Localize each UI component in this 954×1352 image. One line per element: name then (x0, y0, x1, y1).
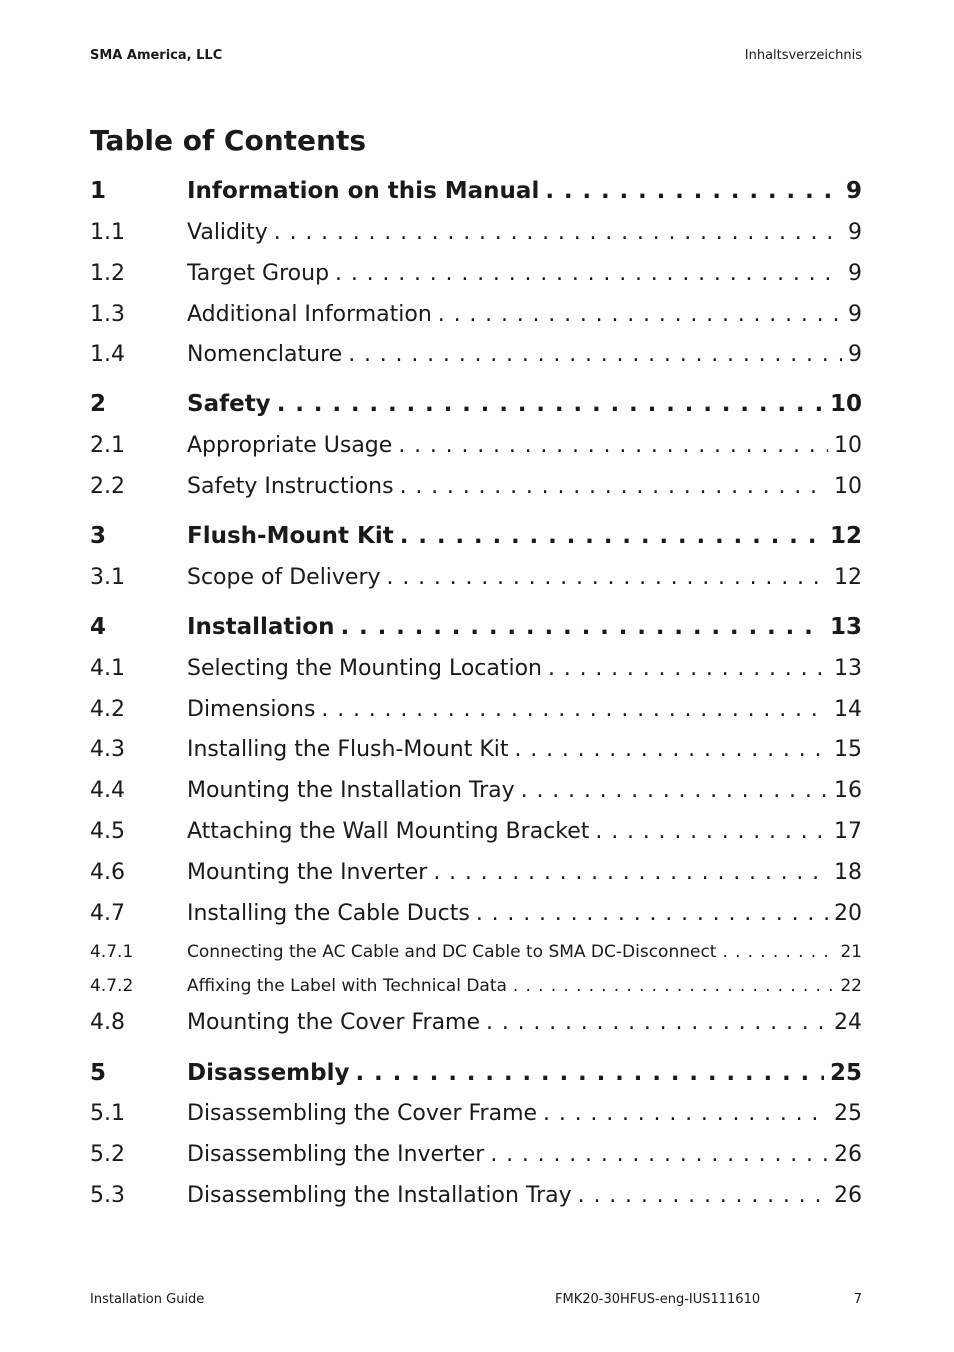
toc-entry[interactable] (90, 523, 862, 557)
entry-title: Nomenclature (187, 342, 343, 367)
entry-title: Mounting the Cover Frame (187, 1010, 481, 1035)
entry-number: 5.1 (90, 1101, 125, 1126)
toc-entry[interactable] (90, 391, 862, 425)
entry-title: Appropriate Usage (187, 433, 393, 458)
entry-page: 13 (829, 614, 862, 640)
entry-page: 24 (834, 1010, 862, 1035)
entry-page: 9 (848, 220, 862, 245)
dot-leader (398, 433, 828, 458)
entry-page: 25 (834, 1101, 862, 1126)
entry-title: Mounting the Installation Tray (187, 778, 515, 803)
toc-entry[interactable] (90, 178, 862, 212)
entry-title: Installing the Flush-Mount Kit (187, 737, 509, 762)
entry-title: Attaching the Wall Mounting Bracket (187, 819, 590, 844)
entry-number: 4.1 (90, 656, 125, 681)
toc-title: Table of Contents (90, 124, 367, 157)
entry-title: Selecting the Mounting Location (187, 656, 542, 681)
entry-title: Dimensions (187, 697, 316, 722)
entry-page: 10 (829, 391, 862, 417)
entry-number: 5.2 (90, 1142, 125, 1167)
dot-leader (490, 1142, 828, 1167)
entry-number: 4.2 (90, 697, 125, 722)
entry-number: 1.3 (90, 302, 125, 327)
entry-title: Affixing the Label with Technical Data (187, 976, 507, 996)
dot-leader (277, 391, 824, 417)
entry-title: Mounting the Inverter (187, 860, 428, 885)
entry-page: 25 (829, 1060, 862, 1086)
entry-title: Additional Information (187, 302, 432, 327)
entry-page: 10 (834, 433, 862, 458)
entry-number: 1 (90, 178, 107, 204)
entry-page: 12 (834, 565, 862, 590)
entry-title: Disassembly (187, 1060, 350, 1086)
entry-number: 2 (90, 391, 107, 417)
toc-entry[interactable] (90, 433, 862, 467)
page-number: 7 (853, 1292, 862, 1307)
dot-leader (722, 942, 834, 962)
entry-number: 2.2 (90, 474, 125, 499)
toc-entry[interactable] (90, 565, 862, 599)
entry-number: 2.1 (90, 433, 125, 458)
entry-title: Disassembling the Inverter (187, 1142, 485, 1167)
toc-entry[interactable] (90, 778, 862, 812)
entry-number: 1.4 (90, 342, 125, 367)
entry-number: 1.2 (90, 261, 125, 286)
dot-leader (274, 220, 842, 245)
toc-entry[interactable] (90, 737, 862, 771)
toc-entry[interactable] (90, 1183, 862, 1217)
entry-page: 9 (848, 302, 862, 327)
dot-leader (321, 697, 828, 722)
entry-title: Safety (187, 391, 271, 417)
entry-page: 9 (848, 342, 862, 367)
entry-title: Disassembling the Cover Frame (187, 1101, 538, 1126)
entry-number: 4.6 (90, 860, 125, 885)
dot-leader (521, 778, 828, 803)
entry-title: Target Group (187, 261, 330, 286)
toc-entry[interactable] (90, 220, 862, 254)
dot-leader (400, 523, 824, 549)
dot-leader (355, 1060, 824, 1086)
entry-number: 1.1 (90, 220, 125, 245)
entry-page: 26 (834, 1142, 862, 1167)
dot-leader (438, 302, 842, 327)
entry-number: 4.7.1 (90, 942, 134, 962)
entry-page: 22 (840, 976, 862, 996)
dot-leader (578, 1183, 828, 1208)
entry-title: Validity (187, 220, 268, 245)
dot-leader (476, 901, 828, 926)
entry-page: 14 (834, 697, 862, 722)
dot-leader (486, 1010, 828, 1035)
toc-entry[interactable] (90, 860, 862, 894)
entry-number: 4.5 (90, 819, 125, 844)
dot-leader (515, 737, 828, 762)
entry-title: Scope of Delivery (187, 565, 381, 590)
toc-entry[interactable] (90, 697, 862, 731)
dot-leader (513, 976, 834, 996)
dot-leader (340, 614, 824, 640)
toc-entry[interactable] (90, 1010, 862, 1044)
entry-page: 9 (848, 261, 862, 286)
entry-page: 21 (840, 942, 862, 962)
dot-leader (433, 860, 828, 885)
entry-number: 3.1 (90, 565, 125, 590)
entry-page: 13 (834, 656, 862, 681)
toc-entry[interactable] (90, 342, 862, 376)
entry-page: 18 (834, 860, 862, 885)
entry-page: 9 (845, 178, 862, 204)
entry-title: Installation (187, 614, 335, 640)
toc-entry[interactable] (90, 976, 862, 1002)
entry-number: 5.3 (90, 1183, 125, 1208)
dot-leader (545, 178, 840, 204)
entry-number: 4.8 (90, 1010, 125, 1035)
toc-entry[interactable] (90, 474, 862, 508)
toc-entry[interactable] (90, 302, 862, 336)
entry-number: 3 (90, 523, 107, 549)
toc-entry[interactable] (90, 1101, 862, 1135)
entry-page: 10 (834, 474, 862, 499)
toc-entry[interactable] (90, 614, 862, 648)
dot-leader (387, 565, 828, 590)
dot-leader (548, 656, 828, 681)
section-name: Inhaltsverzeichnis (744, 48, 862, 63)
dot-leader (595, 819, 828, 844)
toc-entry[interactable] (90, 942, 862, 968)
company-name: SMA America, LLC (90, 48, 223, 63)
entry-number: 4.7 (90, 901, 125, 926)
toc-entry[interactable] (90, 656, 862, 690)
toc-entry[interactable] (90, 819, 862, 853)
document-type: Installation Guide (90, 1292, 205, 1307)
entry-number: 4 (90, 614, 107, 640)
dot-leader (400, 474, 828, 499)
entry-title: Connecting the AC Cable and DC Cable to SMA DC-Disconnect (187, 942, 717, 962)
entry-title: Safety Instructions (187, 474, 394, 499)
dot-leader (543, 1101, 828, 1126)
dot-leader (348, 342, 842, 367)
entry-page: 12 (829, 523, 862, 549)
entry-page: 26 (834, 1183, 862, 1208)
page-header (90, 48, 862, 68)
entry-number: 4.7.2 (90, 976, 134, 996)
entry-page: 17 (834, 819, 862, 844)
entry-title: Information on this Manual (187, 178, 540, 204)
entry-page: 20 (834, 901, 862, 926)
document-id: FMK20-30HFUS-eng-IUS111610 (555, 1292, 761, 1307)
entry-title: Disassembling the Installation Tray (187, 1183, 572, 1208)
dot-leader (335, 261, 842, 286)
entry-page: 16 (834, 778, 862, 803)
page-footer (90, 1292, 862, 1312)
toc-entry[interactable] (90, 261, 862, 295)
entry-title: Installing the Cable Ducts (187, 901, 470, 926)
entry-title: Flush-Mount Kit (187, 523, 394, 549)
entry-number: 4.4 (90, 778, 125, 803)
entry-number: 4.3 (90, 737, 125, 762)
entry-number: 5 (90, 1060, 107, 1086)
toc-entry[interactable] (90, 1142, 862, 1176)
entry-page: 15 (834, 737, 862, 762)
toc-entry[interactable] (90, 1060, 862, 1094)
toc-entry[interactable] (90, 901, 862, 935)
